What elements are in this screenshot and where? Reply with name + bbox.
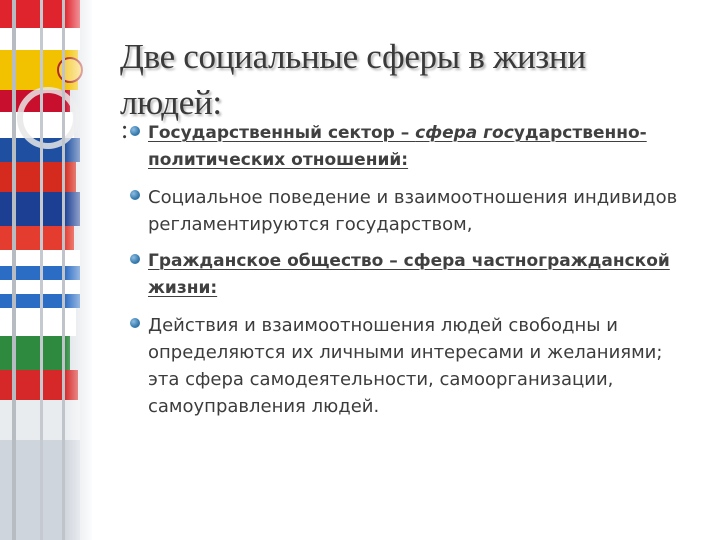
bullet-heading-italic-text: сфера гос (415, 123, 514, 143)
bullet-dot-icon (130, 190, 140, 200)
flags-strip-image (0, 0, 92, 540)
bullet-text: Действия и взаимоотношения людей свободны и определяются их личными интересами и желаниями; эта сфера самодеятельности, самоорганизации, самоуправления людей. (148, 315, 663, 417)
bullet-heading-rest-text: ударственно-политических отношений: (148, 123, 647, 170)
slide-title: Две социальные сферы в жизни людей: (120, 37, 586, 122)
bullet-dot-icon (130, 318, 140, 328)
bullet-heading-text: Гражданское общество – сфера частногражданской жизни: (148, 251, 670, 298)
bullet-item-state-regulation (130, 184, 690, 238)
bullet-item-state-sector (130, 120, 690, 174)
bullet-item-civil-freedom (130, 312, 690, 420)
bullet-item-civil-society (130, 248, 690, 302)
bullet-dot-icon (130, 254, 140, 264)
bullet-dot-icon (130, 126, 140, 136)
bullet-heading-text: Государственный сектор – (148, 123, 416, 143)
bullet-list (130, 120, 690, 430)
title-colon: : (121, 115, 129, 144)
bullet-text: Социальное поведение и взаимоотношения индивидов регламентируются государством, (148, 187, 678, 235)
